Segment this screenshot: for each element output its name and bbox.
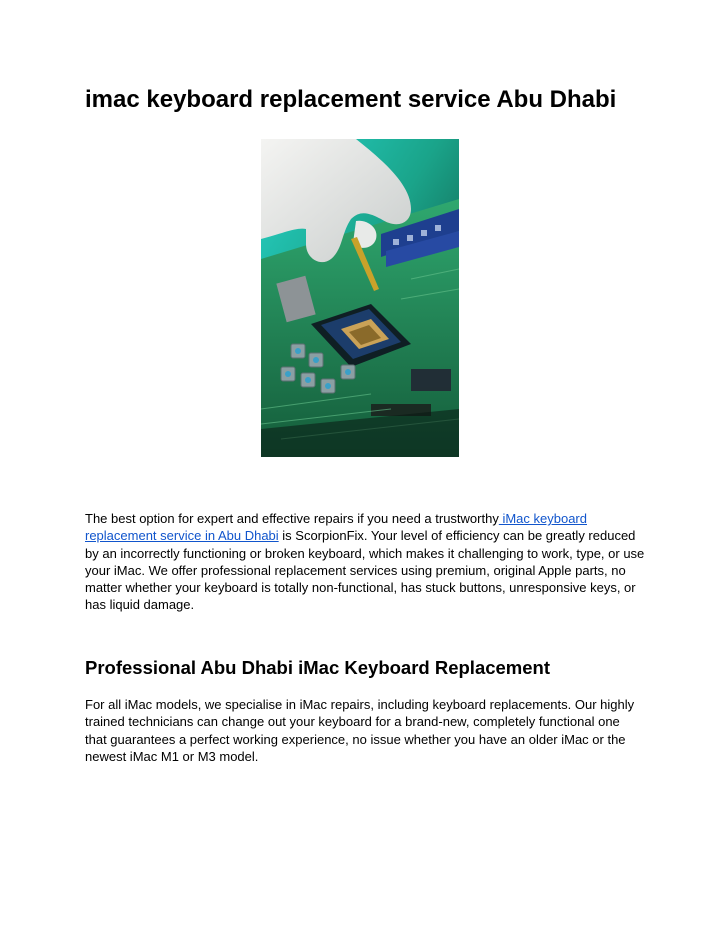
intro-paragraph <box>85 510 645 614</box>
intro-text-before: The best option for expert and effective repairs if you need a trustworthy <box>85 511 499 526</box>
hero-image <box>261 139 459 457</box>
page-title: imac keyboard replacement service Abu Dhabi <box>85 86 617 113</box>
imac-keyboard-service-link[interactable]: iMac keyboard replacement service in Abu Dhabi <box>85 511 587 544</box>
intro-text-after: is ScorpionFix. Your level of efficiency can be greatly reduced by an incorrectly functioning or broken keyboard, which makes it challenging to work, type, or use your iMac. We offer professional replacement services using premium, original Apple parts, no matter whether your keyboard is totally non-functional, has stuck buttons, unresponsive keys, or has liquid damage. <box>85 528 645 613</box>
section-heading: Professional Abu Dhabi iMac Keyboard Replacement <box>85 657 551 678</box>
section-paragraph: For all iMac models, we specialise in iMac repairs, including keyboard replacements. Our highly trained technicians can change out your keyboard for a brand-new, completely functional one that guarantees a perfect working experience, no issue whether you have an older iMac or the newest iMac M1 or M3 model. <box>85 697 635 764</box>
motherboard-photo-icon <box>261 139 459 457</box>
